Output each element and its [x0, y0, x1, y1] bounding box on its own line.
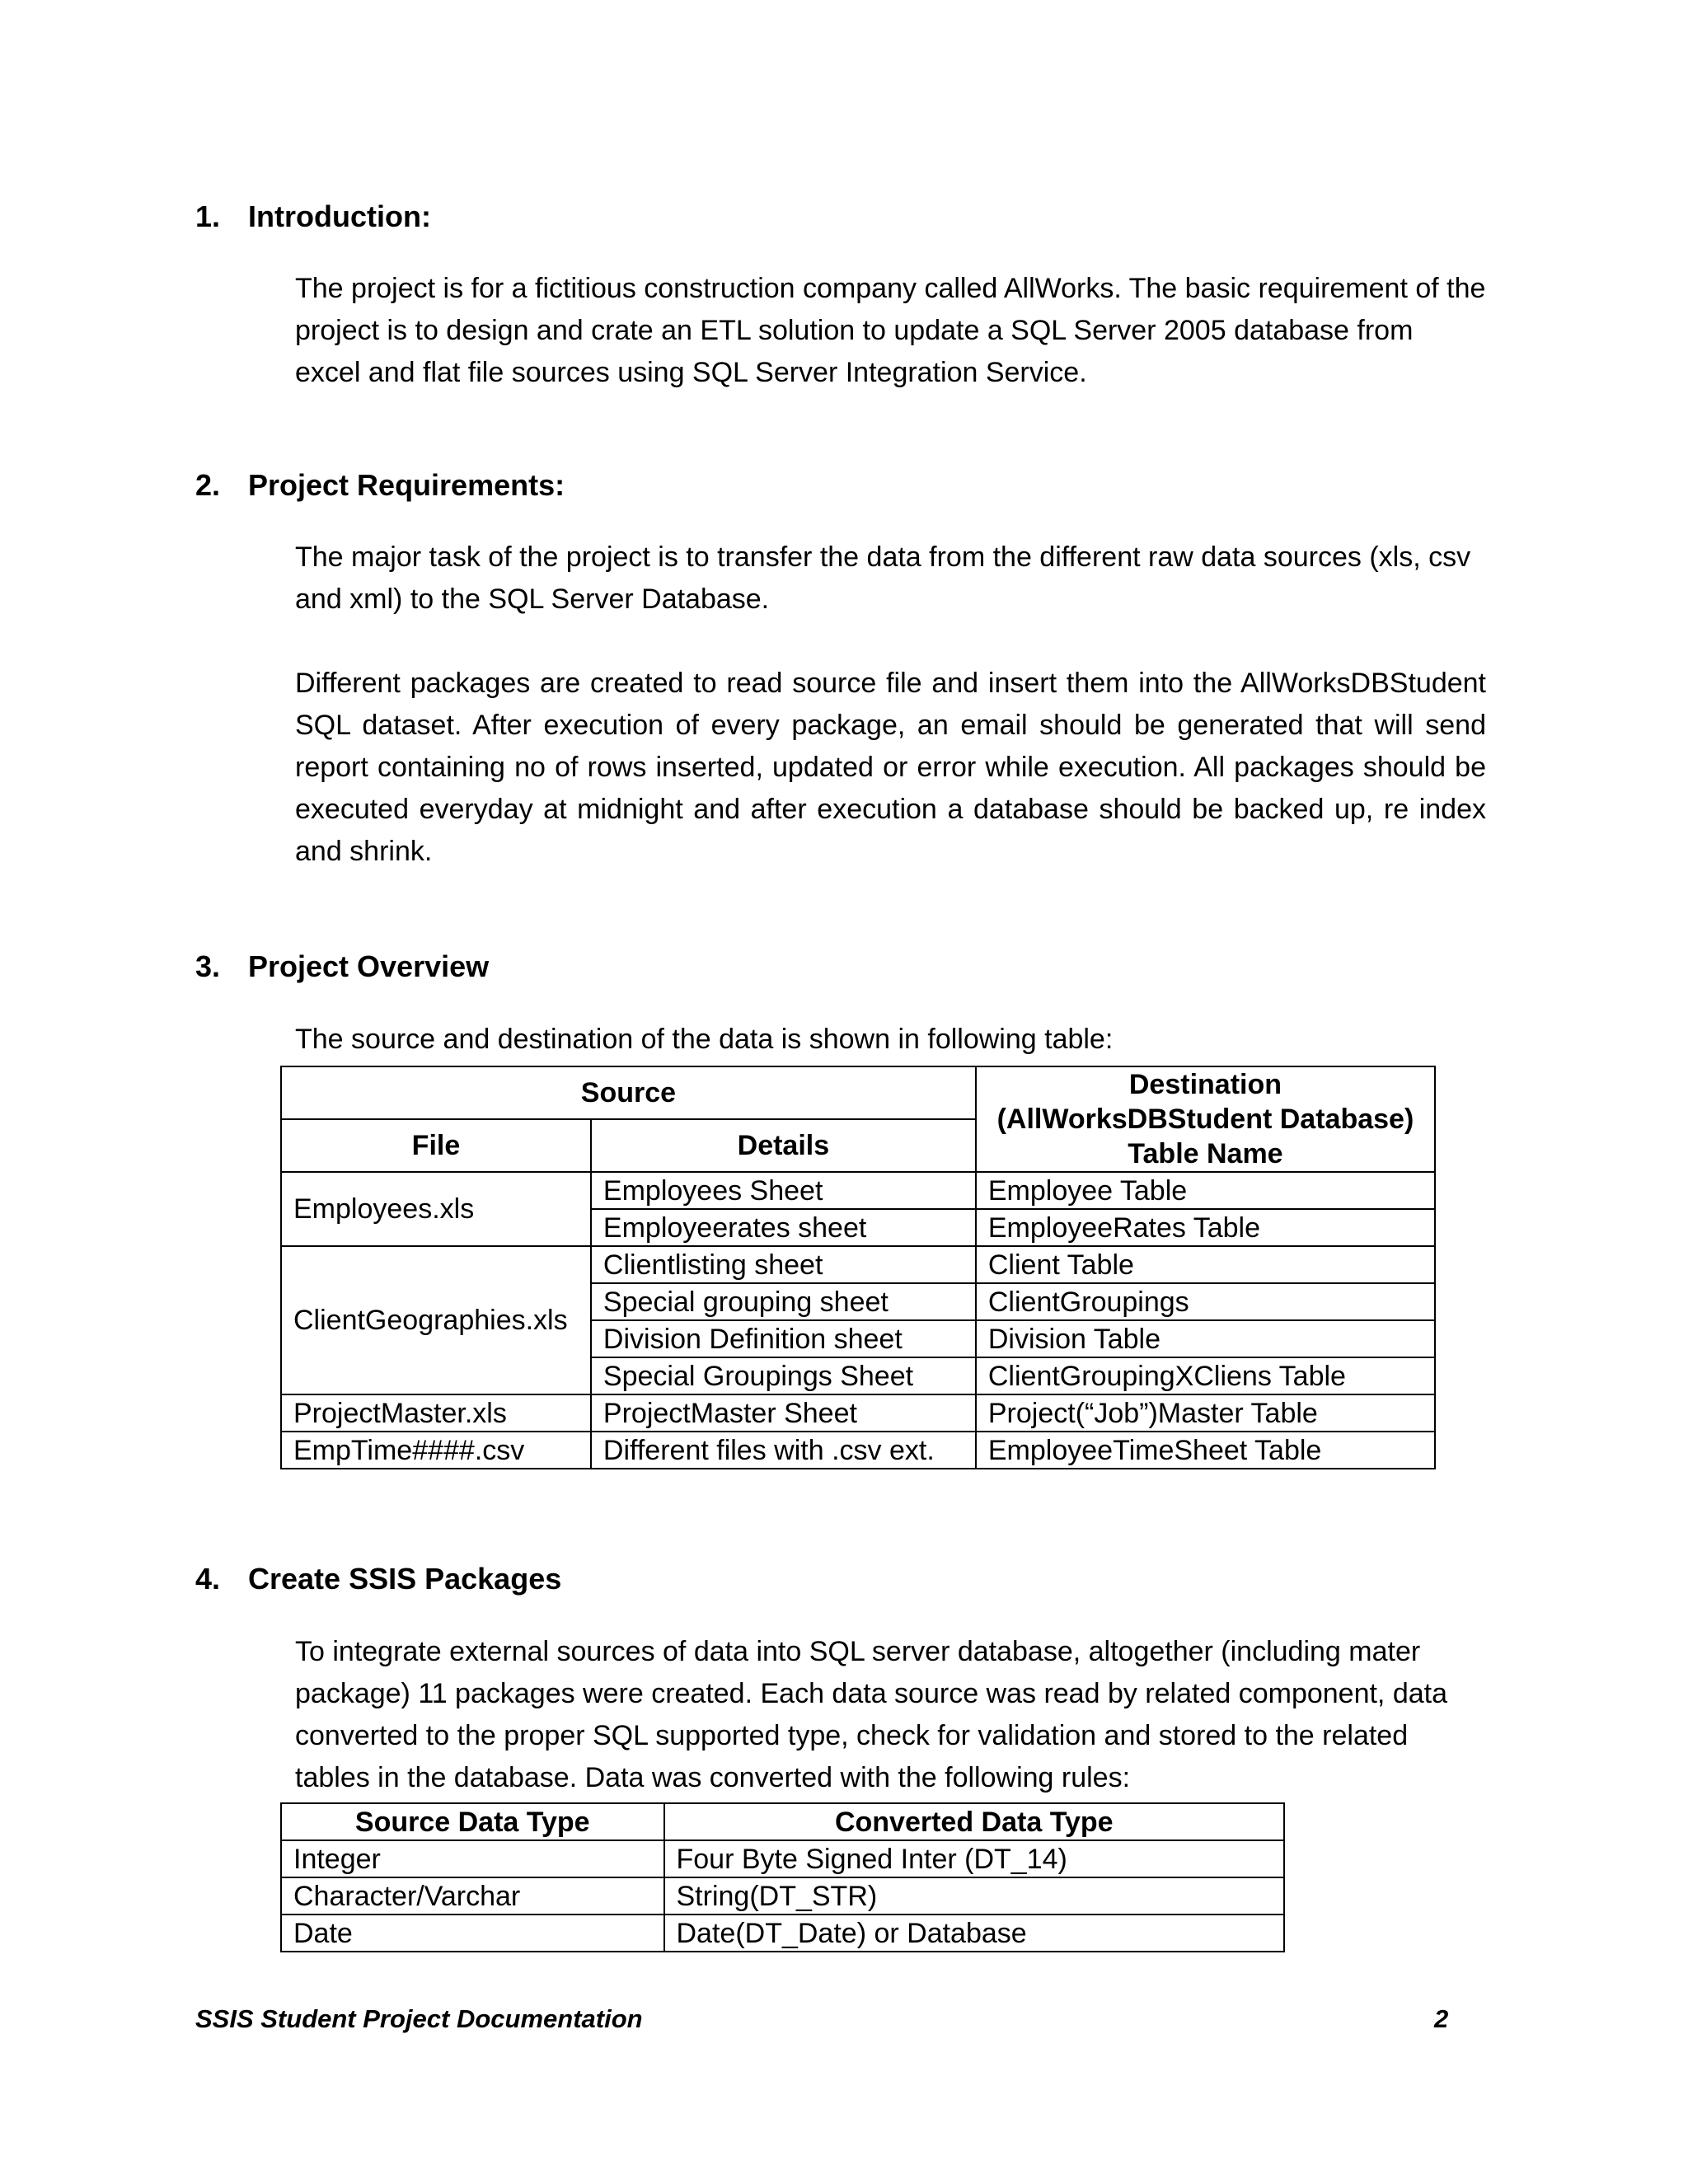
header-source: Source: [281, 1066, 976, 1119]
section-title: Introduction:: [248, 199, 431, 233]
destination-cell: EmployeeTimeSheet Table: [976, 1432, 1435, 1469]
footer-title: SSIS Student Project Documentation: [195, 2004, 643, 2033]
table-row: [281, 1246, 1435, 1283]
section-heading-ssis-packages: [195, 1562, 561, 1596]
header-file: File: [281, 1119, 591, 1172]
source-type-cell: Date: [281, 1915, 664, 1952]
table-row: [281, 1172, 1435, 1209]
table-row: [281, 1432, 1435, 1469]
conversion-table: [280, 1802, 1285, 1952]
details-cell: Clientlisting sheet: [591, 1246, 976, 1283]
file-cell: ProjectMaster.xls: [281, 1394, 591, 1432]
section-heading-overview: [195, 949, 489, 984]
table-row: [281, 1877, 1284, 1915]
details-cell: Employeerates sheet: [591, 1209, 976, 1246]
overview-paragraph: The source and destination of the data is shown in following table:: [295, 1024, 1114, 1055]
section-heading-introduction: [195, 199, 431, 234]
converted-type-cell: Four Byte Signed Inter (DT_14): [664, 1840, 1285, 1877]
page-number: 2: [1434, 2004, 1449, 2033]
converted-type-cell: Date(DT_Date) or Database: [664, 1915, 1285, 1952]
source-type-cell: Character/Varchar: [281, 1877, 664, 1915]
details-cell: ProjectMaster Sheet: [591, 1394, 976, 1432]
section-title: Create SSIS Packages: [248, 1562, 562, 1596]
table-row: [281, 1394, 1435, 1432]
section-number: 4.: [195, 1562, 221, 1596]
header-destination: Destination (AllWorksDBStudent Database) Table Name: [976, 1066, 1435, 1172]
section-heading-requirements: [195, 468, 565, 503]
destination-cell: ClientGroupingXCliens Table: [976, 1357, 1435, 1394]
destination-cell: EmployeeRates Table: [976, 1209, 1435, 1246]
details-cell: Special Groupings Sheet: [591, 1357, 976, 1394]
section-title: Project Overview: [248, 949, 490, 983]
section-number: 1.: [195, 199, 221, 233]
table-row: [281, 1840, 1284, 1877]
file-cell: EmpTime####.csv: [281, 1432, 591, 1469]
table-header-row: [281, 1066, 1435, 1119]
header-source-type: Source Data Type: [281, 1803, 664, 1840]
overview-table: [280, 1066, 1436, 1469]
table-row: [281, 1915, 1284, 1952]
header-converted-type: Converted Data Type: [664, 1803, 1285, 1840]
details-cell: Employees Sheet: [591, 1172, 976, 1209]
details-cell: Division Definition sheet: [591, 1320, 976, 1357]
converted-type-cell: String(DT_STR): [664, 1877, 1285, 1915]
intro-paragraph: The project is for a fictitious construction company called AllWorks. The basic requirement of the project is to design and crate an ETL solution to update a SQL Server 2005 database from excel and flat file sources using SQL Server Integration Service.: [295, 273, 1486, 388]
details-cell: Different files with .csv ext.: [591, 1432, 976, 1469]
packages-paragraph: To integrate external sources of data into SQL server database, altogether (including mater package) 11 packages were created. Each data source was read by related component, data converted to the proper SQL supported type, check for validation and stored to the related tables in the database. Data was converted with the following rules:: [295, 1636, 1448, 1793]
details-cell: Special grouping sheet: [591, 1283, 976, 1320]
file-cell: Employees.xls: [281, 1172, 591, 1246]
table-header-row: [281, 1803, 1284, 1840]
header-details: Details: [591, 1119, 976, 1172]
destination-cell: Client Table: [976, 1246, 1435, 1283]
file-cell: ClientGeographies.xls: [281, 1246, 591, 1394]
source-type-cell: Integer: [281, 1840, 664, 1877]
destination-cell: Employee Table: [976, 1172, 1435, 1209]
section-number: 2.: [195, 468, 221, 502]
requirements-paragraph-1: The major task of the project is to transfer the data from the different raw data sources (xls, csv and xml) to the SQL Server Database.: [295, 541, 1471, 615]
destination-cell: Project(“Job”)Master Table: [976, 1394, 1435, 1432]
destination-cell: ClientGroupings: [976, 1283, 1435, 1320]
destination-cell: Division Table: [976, 1320, 1435, 1357]
section-number: 3.: [195, 949, 221, 983]
section-title: Project Requirements:: [248, 468, 565, 502]
requirements-paragraph-2: Different packages are created to read source file and insert them into the AllWorksDBStudent SQL dataset. After execution of every package, an email should be generated that will send report containing no of rows inserted, updated or error while execution. All packages should be executed everyday at midnight and after execution a database should be backed up, re index and shrink.: [295, 668, 1486, 867]
